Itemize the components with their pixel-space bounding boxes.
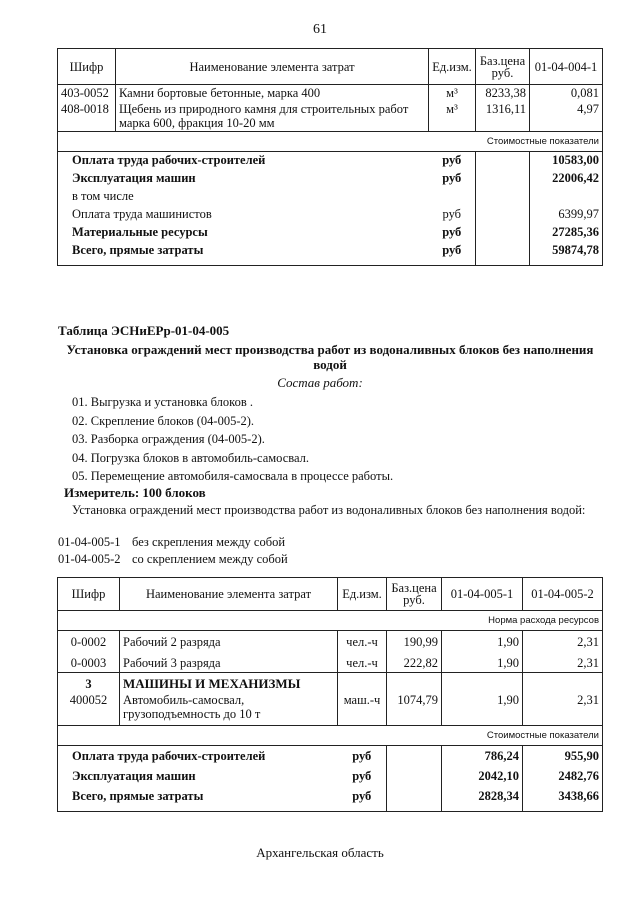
table-row bbox=[58, 692, 603, 726]
cost-row bbox=[58, 170, 603, 188]
cost-unit: руб bbox=[429, 224, 476, 242]
work-step: 04. Погрузка блоков в автомобиль-самосвал. bbox=[72, 450, 310, 465]
header-col-2: 01-04-005-2 bbox=[523, 578, 603, 611]
cost-row bbox=[58, 224, 603, 242]
row-value-1: 1,90 bbox=[442, 652, 523, 673]
row-code: 0-0002 bbox=[58, 631, 120, 652]
row-value: 0,081 bbox=[530, 85, 603, 102]
cost-row bbox=[58, 786, 603, 812]
row-value-1: 1,90 bbox=[442, 692, 523, 726]
row-name: Рабочий 2 разряда bbox=[120, 631, 338, 652]
cost-name: Всего, прямые затраты bbox=[58, 786, 338, 812]
row-code: 403-0052 bbox=[58, 85, 116, 102]
header-name: Наименование элемента затрат bbox=[120, 578, 338, 611]
row-unit: чел.-ч bbox=[338, 652, 387, 673]
row-price: 1316,11 bbox=[476, 101, 530, 132]
row-value-2: 2,31 bbox=[523, 692, 603, 726]
cost-value-2: 3438,66 bbox=[523, 786, 603, 812]
cost-row bbox=[58, 152, 603, 170]
work-step: 02. Скрепление блоков (04-005-2). bbox=[72, 413, 255, 428]
cost-price bbox=[476, 152, 530, 170]
header-col-1: 01-04-004-1 bbox=[530, 49, 603, 85]
header-col-1: 01-04-005-1 bbox=[442, 578, 523, 611]
row-value: 4,97 bbox=[530, 101, 603, 132]
cost-value-1: 2042,10 bbox=[442, 766, 523, 786]
row-value-2: 2,31 bbox=[523, 631, 603, 652]
cost-row bbox=[58, 188, 603, 206]
cost-value: 27285,36 bbox=[530, 224, 603, 242]
row-price: 190,99 bbox=[387, 631, 442, 652]
work-step: 01. Выгрузка и установка блоков . bbox=[72, 395, 253, 409]
group-row bbox=[58, 673, 603, 693]
header-unit: Ед.изм. bbox=[429, 49, 476, 85]
section-heading: Установка ограждений мест производства работ из водоналивных блоков без наполнения водой bbox=[66, 342, 594, 372]
cost-price bbox=[476, 188, 530, 206]
table-row bbox=[58, 652, 603, 673]
cost-value-2: 2482,76 bbox=[523, 766, 603, 786]
row-unit: маш.-ч bbox=[338, 692, 387, 726]
cost-price bbox=[476, 206, 530, 224]
cost-row bbox=[58, 766, 603, 786]
header-price: Баз.цена руб. bbox=[387, 578, 442, 611]
cost-row bbox=[58, 206, 603, 224]
row-name: Автомобиль-самосвал, грузоподъемность до 10 т bbox=[120, 692, 338, 726]
cost-price bbox=[476, 170, 530, 188]
cost-name: Оплата труда рабочих-строителей bbox=[58, 746, 338, 766]
group-empty bbox=[338, 673, 387, 693]
cost-name: в том числе bbox=[58, 188, 429, 206]
work-step: 03. Разборка ограждения (04-005-2). bbox=[72, 432, 265, 446]
cost-name: Эксплуатация машин bbox=[58, 170, 429, 188]
cost-price bbox=[387, 746, 442, 766]
cost-unit: руб bbox=[338, 786, 387, 812]
header-name: Наименование элемента затрат bbox=[116, 49, 429, 85]
cost-name: Материальные ресурсы bbox=[58, 224, 429, 242]
cost-value: 22006,42 bbox=[530, 170, 603, 188]
page-number: 61 bbox=[313, 22, 327, 37]
resource-table-2 bbox=[57, 577, 603, 812]
row-unit: чел.-ч bbox=[338, 631, 387, 652]
header-code: Шифр bbox=[58, 578, 120, 611]
norm-label: Норма расхода ресурсов bbox=[58, 611, 603, 631]
table-row bbox=[58, 85, 603, 102]
table-title: Таблица ЭСНиЕРр-01-04-005 bbox=[58, 323, 230, 338]
cost-value: 10583,00 bbox=[530, 152, 603, 170]
cost-unit: руб bbox=[429, 152, 476, 170]
group-empty bbox=[442, 673, 523, 693]
composition-title: Состав работ: bbox=[277, 375, 363, 390]
cost-unit: руб bbox=[338, 746, 387, 766]
table-row bbox=[58, 101, 603, 132]
row-name: Камни бортовые бетонные, марка 400 bbox=[116, 85, 429, 102]
variant-text: без скрепления между собой bbox=[132, 535, 286, 549]
section-label: Стоимостные показатели bbox=[58, 726, 603, 746]
row-code: 0-0003 bbox=[58, 652, 120, 673]
description: Установка ограждений мест производства работ из водоналивных блоков без наполнения водой: bbox=[72, 503, 586, 517]
header-price: Баз.цена руб. bbox=[476, 49, 530, 85]
row-price: 222,82 bbox=[387, 652, 442, 673]
cost-unit: руб bbox=[429, 206, 476, 224]
cost-unit: руб bbox=[429, 242, 476, 266]
row-value-2: 2,31 bbox=[523, 652, 603, 673]
cost-value: 59874,78 bbox=[530, 242, 603, 266]
cost-name: Всего, прямые затраты bbox=[58, 242, 429, 266]
header-unit: Ед.изм. bbox=[338, 578, 387, 611]
group-name: МАШИНЫ И МЕХАНИЗМЫ bbox=[120, 673, 338, 693]
table-row bbox=[58, 631, 603, 652]
cost-price bbox=[387, 766, 442, 786]
variant-code: 01-04-005-1 bbox=[58, 535, 121, 549]
cost-value-1: 786,24 bbox=[442, 746, 523, 766]
row-unit: м³ bbox=[429, 101, 476, 132]
row-unit: м³ bbox=[429, 85, 476, 102]
cost-value: 6399,97 bbox=[530, 206, 603, 224]
variant-text: со скреплением между собой bbox=[132, 552, 288, 566]
row-price: 1074,79 bbox=[387, 692, 442, 726]
row-price: 8233,38 bbox=[476, 85, 530, 102]
row-value-1: 1,90 bbox=[442, 631, 523, 652]
meter: Измеритель: 100 блоков bbox=[64, 485, 206, 500]
cost-name: Эксплуатация машин bbox=[58, 766, 338, 786]
row-name: Рабочий 3 разряда bbox=[120, 652, 338, 673]
cost-value-1: 2828,34 bbox=[442, 786, 523, 812]
cost-unit: руб bbox=[429, 170, 476, 188]
row-code: 400052 bbox=[58, 692, 120, 726]
cost-unit: руб bbox=[338, 766, 387, 786]
cost-price bbox=[476, 224, 530, 242]
cost-price bbox=[387, 786, 442, 812]
group-empty bbox=[387, 673, 442, 693]
row-code: 408-0018 bbox=[58, 101, 116, 132]
group-empty bbox=[523, 673, 603, 693]
section-label: Стоимостные показатели bbox=[58, 132, 603, 152]
cost-name: Оплата труда машинистов bbox=[58, 206, 429, 224]
work-step: 05. Перемещение автомобиля-самосвала в процессе работы. bbox=[72, 469, 394, 483]
cost-row bbox=[58, 242, 603, 266]
variant-code: 01-04-005-2 bbox=[58, 552, 121, 566]
group-code: 3 bbox=[58, 673, 120, 693]
footer-region: Архангельская область bbox=[256, 845, 384, 860]
cost-name: Оплата труда рабочих-строителей bbox=[58, 152, 429, 170]
cost-row bbox=[58, 746, 603, 766]
cost-value-2: 955,90 bbox=[523, 746, 603, 766]
resource-table-1 bbox=[57, 48, 603, 266]
cost-value bbox=[530, 188, 603, 206]
row-name: Щебень из природного камня для строительных работ марка 600, фракция 10-20 мм bbox=[116, 101, 429, 132]
header-code: Шифр bbox=[58, 49, 116, 85]
cost-price bbox=[476, 242, 530, 266]
cost-unit bbox=[429, 188, 476, 206]
